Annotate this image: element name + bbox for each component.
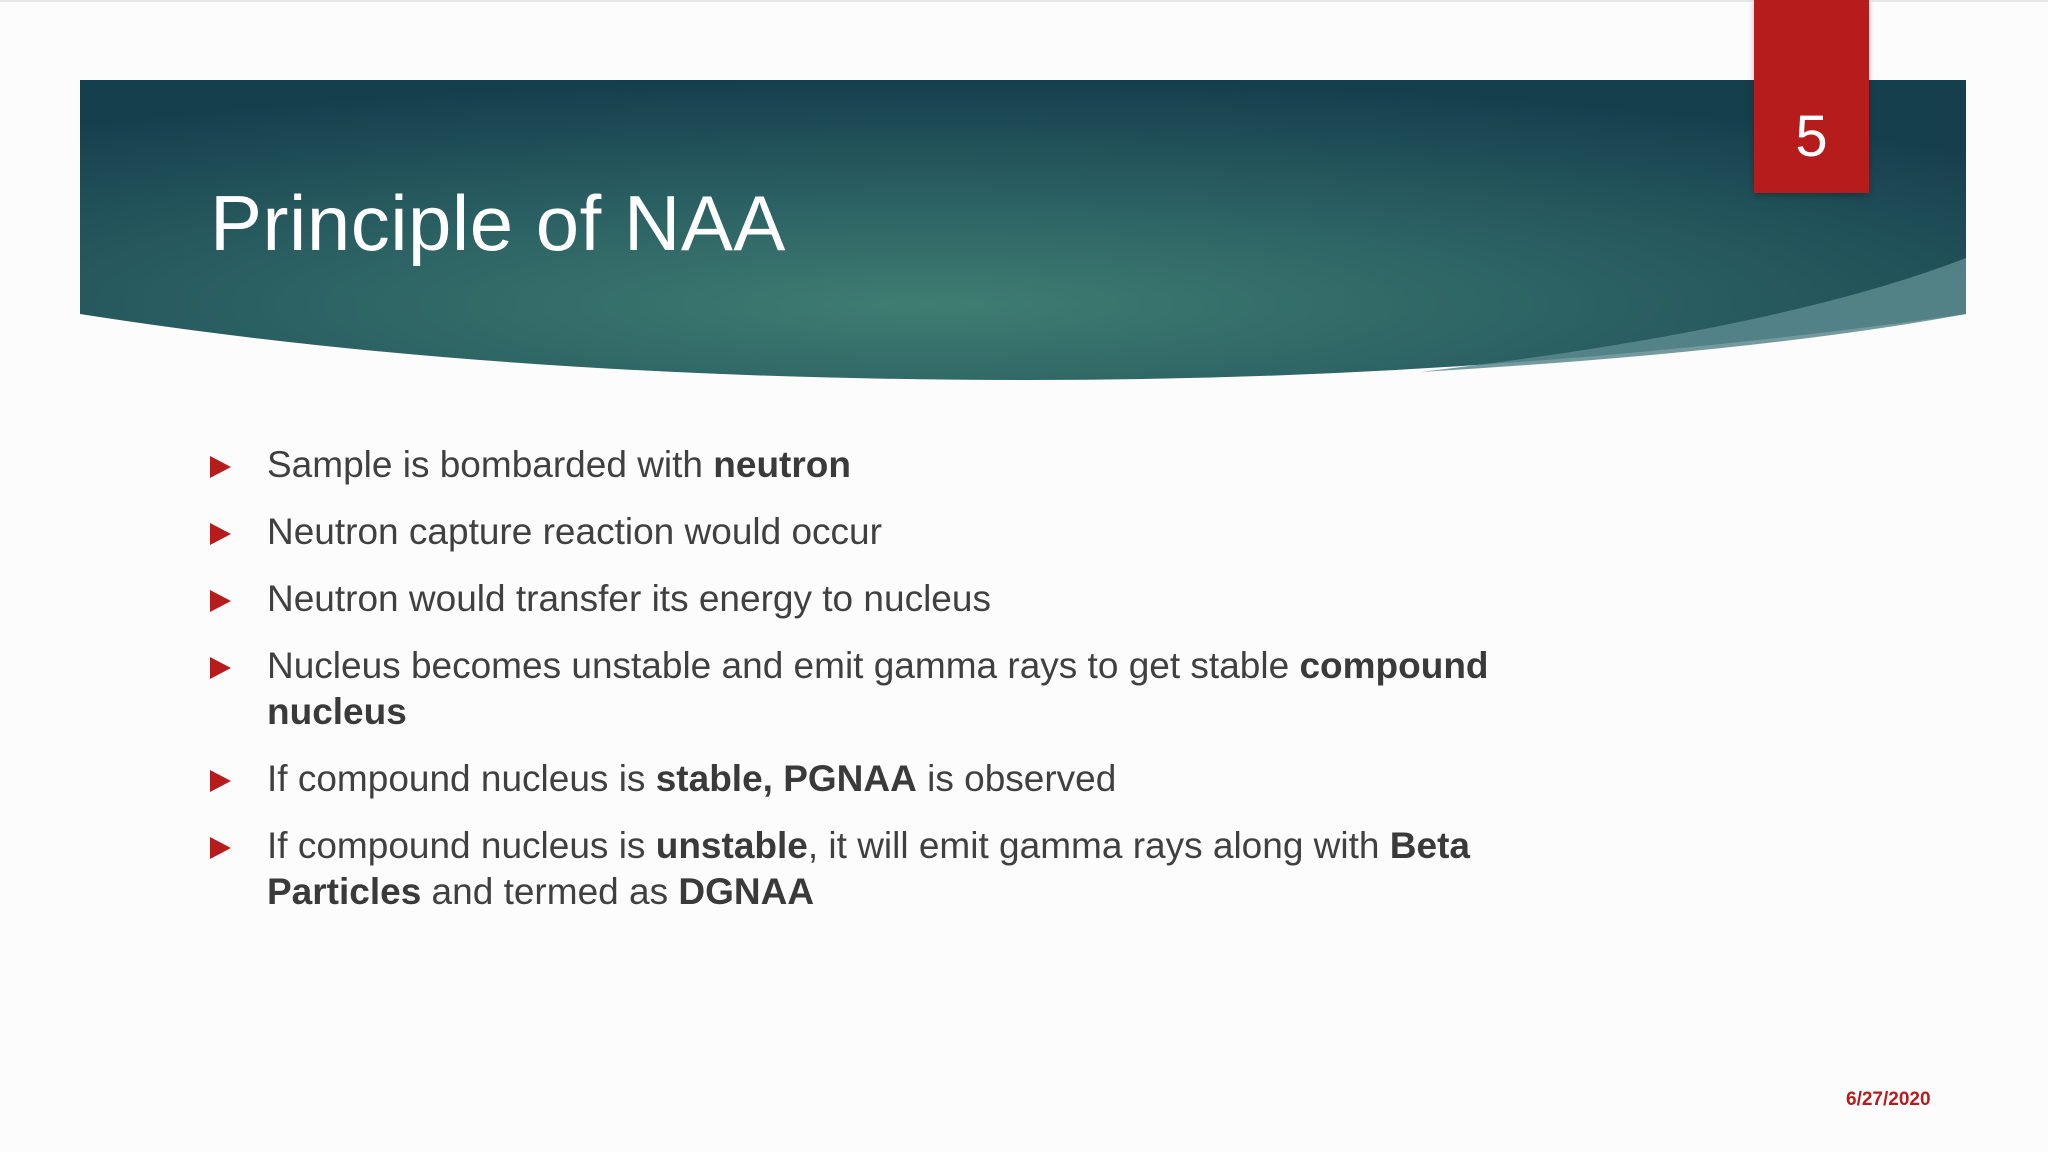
- red-triangle-bullet-icon: [210, 837, 231, 859]
- bullet-text: Neutron capture reaction would occur: [267, 511, 882, 552]
- bullet-text: and termed as: [421, 871, 679, 912]
- bullet-bold-text: Beta Particles: [267, 825, 1470, 912]
- bullet-item: [210, 756, 1610, 802]
- slide-title: Principle of NAA: [210, 179, 786, 267]
- bullet-list: [210, 442, 1610, 936]
- bullet-text: If compound nucleus is: [267, 758, 656, 799]
- red-triangle-bullet-icon: [210, 770, 231, 792]
- bullet-text: Nucleus becomes unstable and emit gamma rays to get stable: [267, 645, 1300, 686]
- bullet-text: , it will emit gamma rays along with: [807, 825, 1390, 866]
- red-triangle-bullet-icon: [210, 590, 231, 612]
- bullet-text: If compound nucleus is: [267, 825, 656, 866]
- bullet-bold-text: stable, PGNAA: [655, 758, 917, 799]
- bullet-item: [210, 643, 1610, 735]
- bullet-bold-text: compound nucleus: [267, 645, 1489, 732]
- red-triangle-bullet-icon: [210, 657, 231, 679]
- red-triangle-bullet-icon: [210, 523, 231, 545]
- slide-date: 6/27/2020: [1846, 1089, 1931, 1110]
- bullet-item: [210, 576, 1610, 622]
- slide-number: 5: [1795, 104, 1828, 169]
- bullet-item: [210, 442, 1610, 488]
- bullet-bold-text: DGNAA: [678, 871, 815, 912]
- bullet-text: is observed: [916, 758, 1117, 799]
- bullet-bold-text: unstable: [655, 825, 808, 866]
- bullet-text: Neutron would transfer its energy to nucleus: [267, 578, 991, 619]
- red-triangle-bullet-icon: [210, 456, 231, 478]
- bullet-item: [210, 823, 1610, 915]
- bullet-bold-text: neutron: [713, 444, 851, 485]
- slide-number-badge: [1754, 0, 1869, 193]
- bullet-text: Sample is bombarded with: [267, 444, 714, 485]
- bullet-item: [210, 509, 1610, 555]
